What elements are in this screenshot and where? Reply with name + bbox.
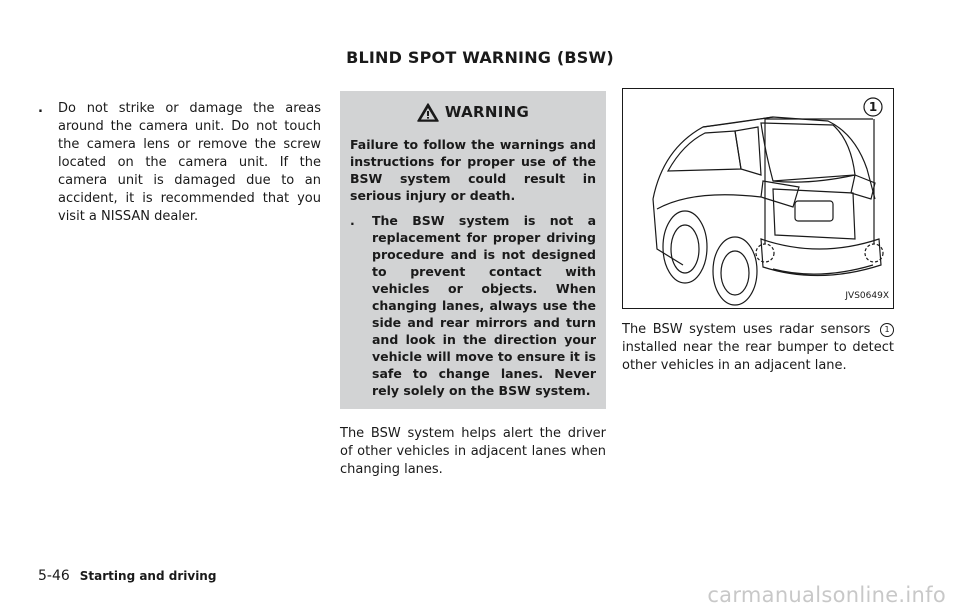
column-middle (340, 91, 606, 479)
page-footer (38, 568, 216, 584)
column-right (622, 88, 894, 375)
chapter-title: Starting and driving (79, 569, 217, 583)
page-number: 5-46 (38, 568, 70, 584)
bullet-marker: . (38, 101, 43, 116)
figure-callout: 1 (868, 100, 878, 114)
figure-code: JVS0649X (845, 291, 889, 301)
watermark: carmanualsonline.info (707, 583, 946, 607)
warning-title: WARNING (444, 103, 530, 121)
radar-sensor-text (622, 321, 894, 375)
callout-marker: 1 (880, 323, 894, 337)
bsw-description: The BSW system helps alert the driver of other vehicles in adjacent lanes when changing lanes. (340, 426, 606, 477)
bullet-item (38, 100, 321, 226)
column-left (38, 100, 321, 226)
bullet-marker: . (350, 213, 355, 228)
warning-header (350, 103, 596, 122)
vehicle-rear-illustration (623, 89, 893, 308)
radar-text-after: installed near the rear bumper to detect other vehicles in an adjacent lane. (622, 340, 894, 373)
radar-text-before: The BSW system uses radar sensors (622, 322, 871, 337)
warning-box (340, 91, 606, 409)
warning-triangle-icon (417, 103, 439, 122)
warning-bullet-text: The BSW system is not a replacement for proper driving procedure and is not designed to prevent contact with vehicles or objects. When changing lanes, always use the side and rear mirrors and turn and look in the direction your vehicle will move to ensure it is safe to change lanes. Never rely solely on the BSW system. (372, 213, 596, 398)
warning-intro: Failure to follow the warnings and instructions for proper use of the BSW system could result in serious injury or death. (350, 137, 596, 203)
section-title: BLIND SPOT WARNING (BSW) (346, 48, 614, 67)
bullet-text: Do not strike or damage the areas around the camera unit. Do not touch the camera lens or remove the screw located on the camera unit. If the camera unit is damaged due to an accident, it is recommended that you visit a NISSAN dealer. (58, 101, 321, 224)
warning-bullet (350, 212, 596, 399)
vehicle-rear-figure (622, 88, 894, 309)
